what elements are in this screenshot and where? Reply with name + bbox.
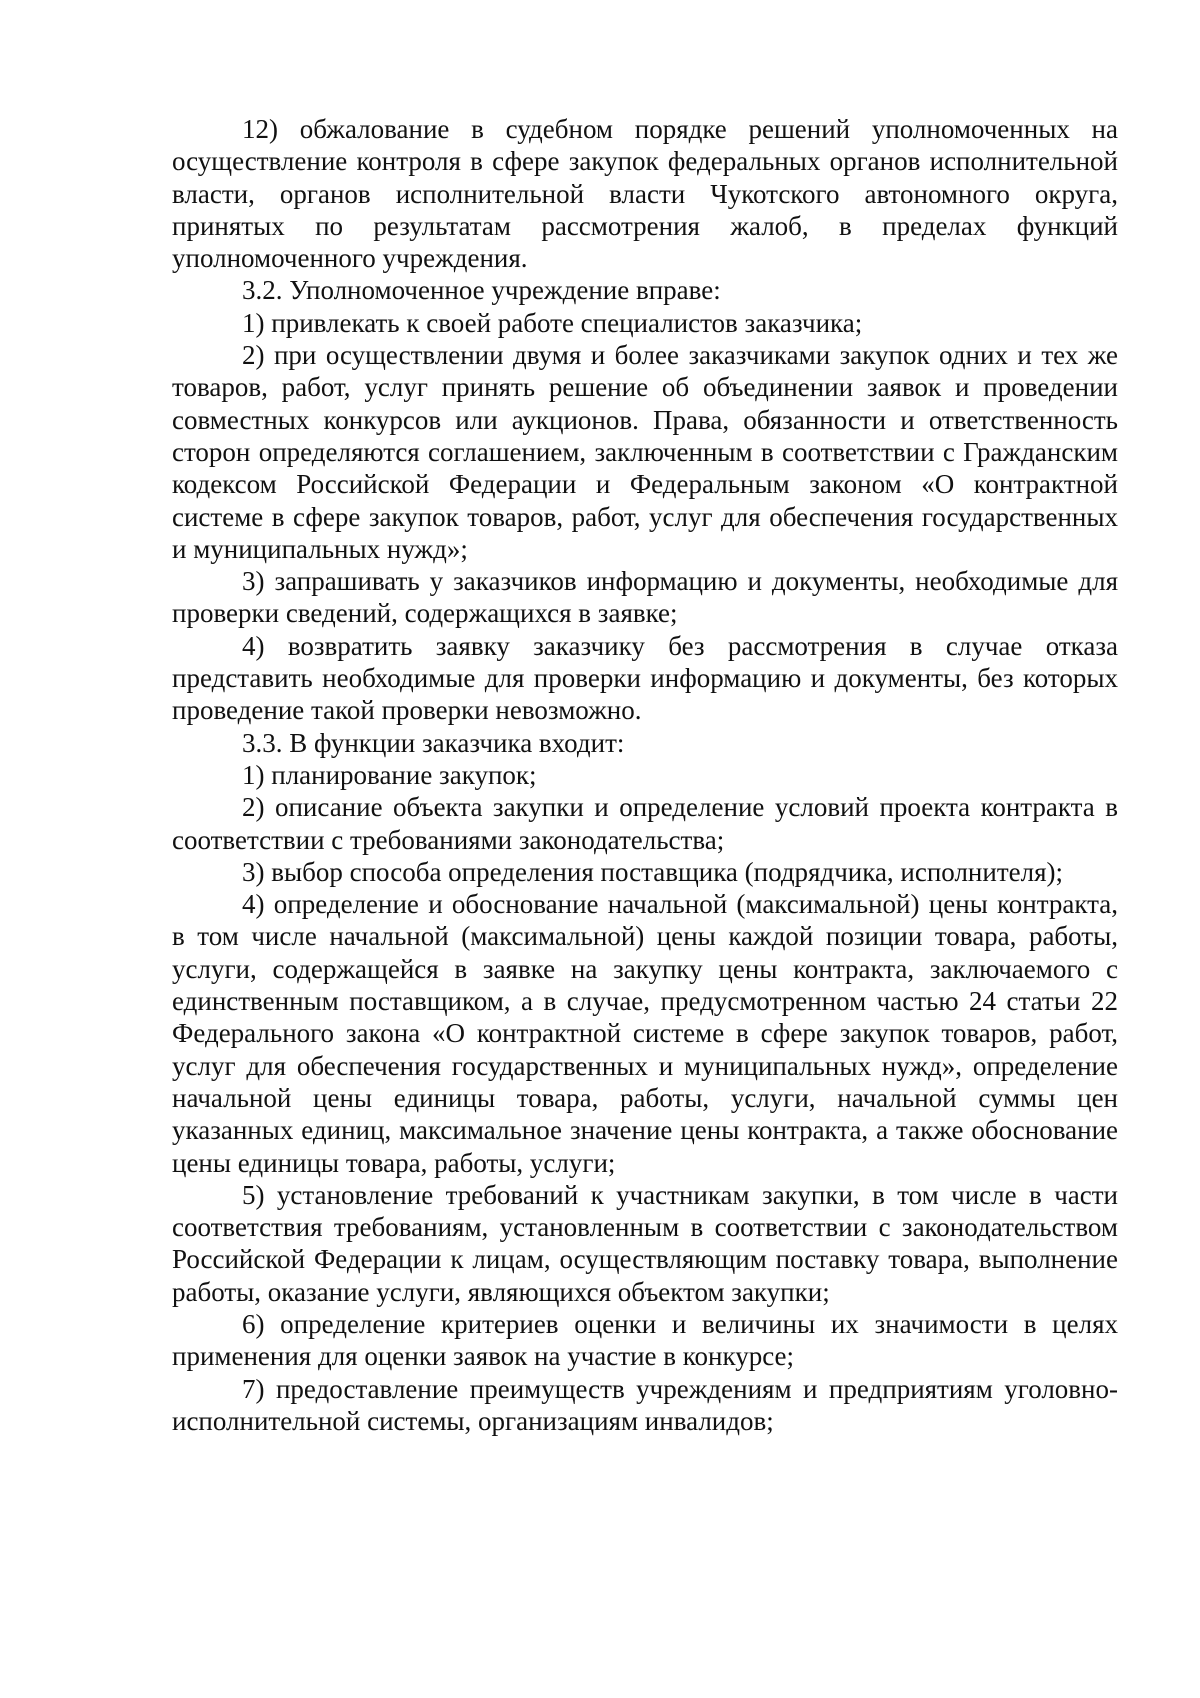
section-3-3-heading: 3.3. В функции заказчика входит:	[242, 727, 625, 758]
paragraph-3-3-item-1: 1) планирование закупок;	[242, 759, 537, 790]
paragraph-3-3-item-4: 4) определение и обоснование начальной (максимальной) цены контракта, в том числе начальной (максимальной) цены каждой позиции товара, работы, услуги, содержащейся в заявке на закупку цены контракта, заключаемого с единственным поставщиком, а в случае, предусмотренном частью 24 статьи 22 Федерального закона «О контрактной системе в сфере закупок товаров, работ, услуг для обеспечения государственных и муниципальных нужд», определение начальной цены единицы товара, работы, услуги, начальной суммы цен указанных единиц, максимальное значение цены контракта, а также обоснование цены единицы товара, работы, услуги;	[172, 889, 1118, 1178]
paragraph-3-2-item-2: 2) при осуществлении двумя и более заказчиками закупок одних и тех же товаров, работ, услуг принять решение об объединении заявок и проведении совместных конкурсов или аукционов. Права, обязанности и ответственность сторон определяются соглашением, заключенным в соответствии с Гражданским кодексом Российской Федерации и Федеральным законом «О контрактной системе в сфере закупок товаров, работ, услуг для обеспечения государственных и муниципальных нужд»;	[172, 340, 1118, 564]
paragraph-3-3-item-7: 7) предоставление преимуществ учреждениям и предприятиям уголовно-исполнительной системы, организациям инвалидов;	[172, 1373, 1118, 1436]
paragraph-3-3-item-2: 2) описание объекта закупки и определение условий проекта контракта в соответствии с требованиями законодательства;	[172, 792, 1118, 855]
paragraph-3-3-item-5: 5) установление требований к участникам закупки, в том числе в части соответствия требованиям, установленным в соответствии с законодательством Российской Федерации к лицам, осуществляющим поставку товара, выполнение работы, оказание услуги, являющихся объектом закупки;	[172, 1179, 1118, 1307]
paragraph-3-3-item-3: 3) выбор способа определения поставщика (подрядчика, исполнителя);	[242, 856, 1063, 887]
paragraph-3-3-item-6: 6) определение критериев оценки и величины их значимости в целях применения для оценки заявок на участие в конкурсе;	[172, 1308, 1118, 1372]
paragraph-3-2-item-1: 1) привлекать к своей работе специалистов заказчика;	[242, 307, 863, 338]
paragraph-3-1-item-12: 12) обжалование в судебном порядке решений уполномоченных на осуществление контроля в сфере закупок федеральных органов исполнительной власти, органов исполнительной власти Чукотского автономного округа, принятых по результатам рассмотрения жалоб, в пределах функций уполномоченного учреждения.	[172, 114, 1118, 274]
paragraph-3-2-item-3: 3) запрашивать у заказчиков информацию и документы, необходимые для проверки сведений, содержащихся в заявке;	[172, 566, 1118, 629]
document-body	[172, 113, 1118, 1437]
paragraph-3-2-item-4: 4) возвратить заявку заказчику без рассмотрения в случае отказа представить необходимые для проверки информацию и документы, без которых проведение такой проверки невозможно.	[172, 630, 1118, 726]
section-3-2-heading: 3.2. Уполномоченное учреждение вправе:	[242, 275, 721, 306]
